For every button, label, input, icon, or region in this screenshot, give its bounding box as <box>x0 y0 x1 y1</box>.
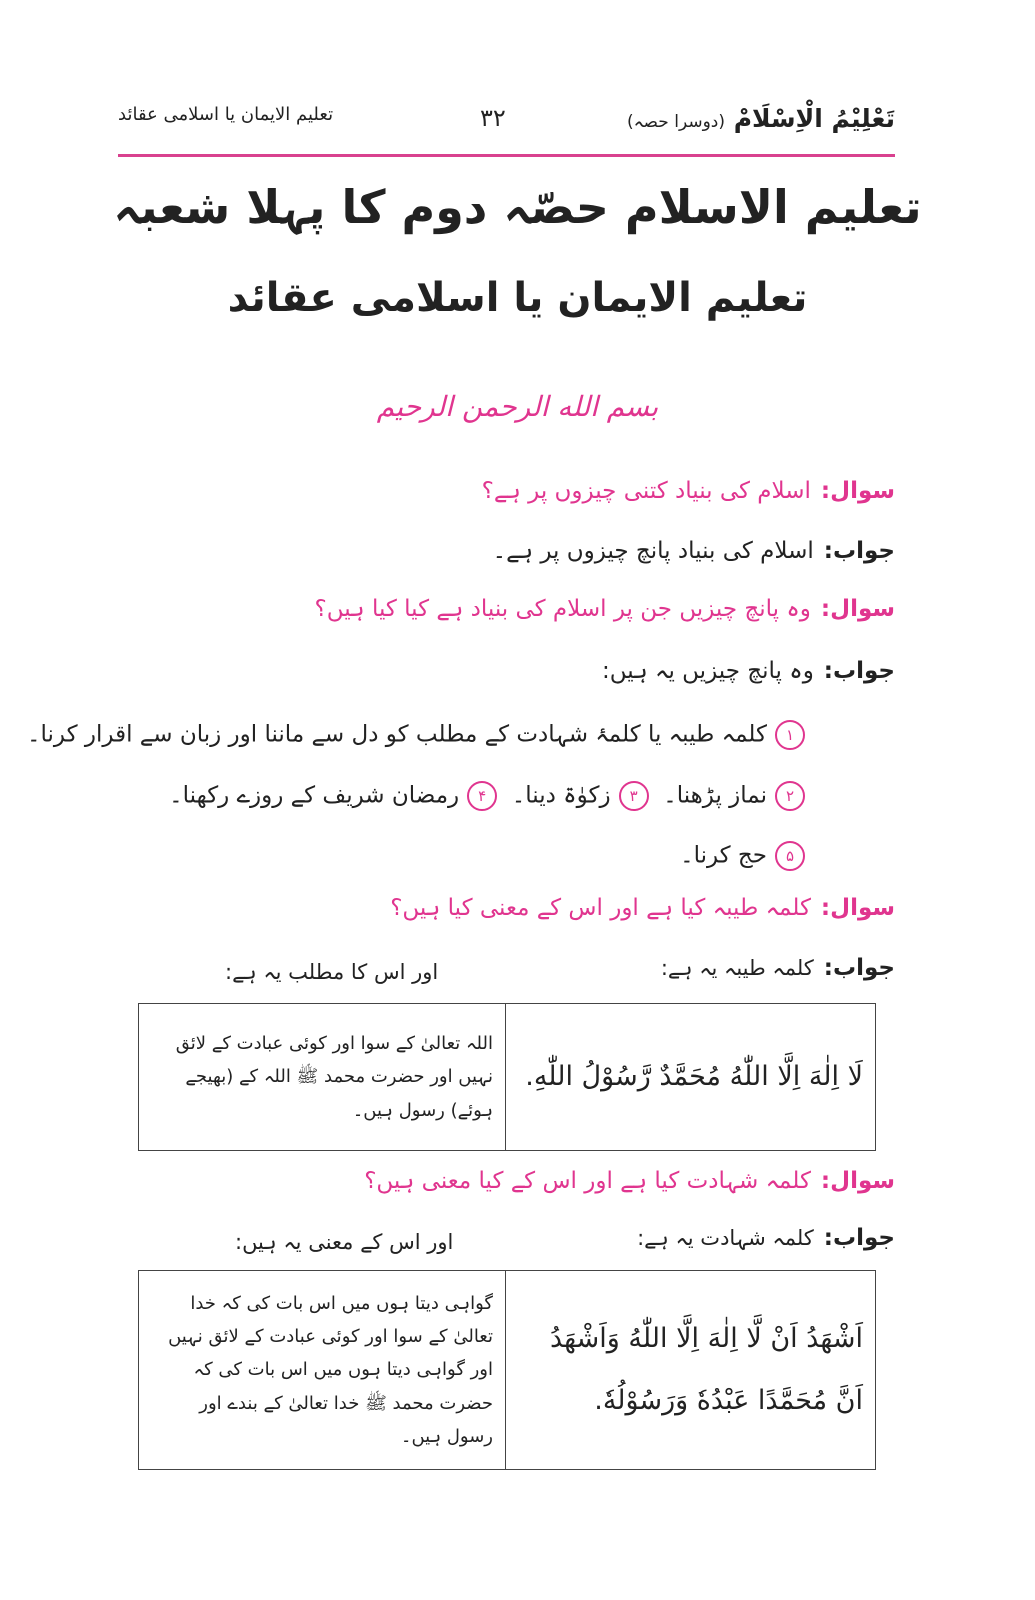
question-1 <box>482 478 895 504</box>
question-3 <box>390 895 895 921</box>
question-label: سوال: <box>820 1168 895 1194</box>
question-text: کلمہ طیبہ کیا ہے اور اس کے معنی کیا ہیں؟ <box>390 895 811 921</box>
pillar-1 <box>27 720 805 750</box>
question-4 <box>364 1168 895 1194</box>
header-rule <box>118 154 895 157</box>
book-title: تَعْلِيْمُ الْاِسْلَامْ <box>733 104 895 133</box>
number-badge: ۱ <box>775 720 805 750</box>
kalima-shahadat-table <box>138 1270 876 1470</box>
arabic-text: لَا اِلٰهَ اِلَّا اللّٰهُ مُحَمَّدٌ رَّسُوْلُ اللّٰهِ. <box>506 1004 876 1151</box>
answer-text: اسلام کی بنیاد پانچ چیزوں پر ہے۔ <box>492 538 814 564</box>
part-label: (دوسرا حصہ) <box>626 112 725 132</box>
answer-label: جواب: <box>823 538 895 564</box>
answer-label: جواب: <box>823 658 895 684</box>
page-subtitle: تعلیم الایمان یا اسلامی عقائد <box>227 275 808 321</box>
answer-text: کلمہ طیبہ یہ ہے: <box>660 956 814 980</box>
number-badge: ۴ <box>467 781 497 811</box>
page-title: تعلیم الاسلام حصّہ دوم کا پہلا شعبہ <box>113 180 922 234</box>
number-badge: ۵ <box>775 841 805 871</box>
meaning-label: اور اس کا مطلب یہ ہے: <box>225 960 439 984</box>
answer-text: وہ پانچ چیزیں یہ ہیں: <box>602 658 814 684</box>
arabic-text: اَشْهَدُ اَنْ لَّا اِلٰهَ اِلَّا اللّٰهُ وَاَشْهَدُ اَنَّ مُحَمَّدًا عَبْدُهٗ وَرَسُوْلُهٗ. <box>506 1271 876 1470</box>
meaning-label: اور اس کے معنی یہ ہیں: <box>235 1230 454 1254</box>
answer-2 <box>602 658 895 684</box>
answer-text: کلمہ شہادت یہ ہے: <box>637 1226 814 1250</box>
answer-3 <box>661 955 895 981</box>
page-number: ۳۲ <box>480 104 506 132</box>
pillar-text: زکوٰۃ دینا۔ <box>511 782 611 809</box>
translation-text: گواہی دیتا ہوں میں اس بات کی کہ خدا تعالیٰ کے سوا اور کوئی عبادت کے لائق نہیں اور گواہی دیتا ہوں میں اس بات کی کہ حضرت محمد ﷺ خدا تعالیٰ کے بندے اور رسول ہیں۔ <box>139 1271 506 1470</box>
pillar-text: نماز پڑھنا۔ <box>663 782 767 809</box>
running-header-book-title <box>627 104 895 133</box>
question-label: سوال: <box>820 895 895 921</box>
question-label: سوال: <box>820 478 895 504</box>
pillars-2-4 <box>169 781 805 811</box>
answer-label: جواب: <box>823 955 895 981</box>
question-label: سوال: <box>820 596 895 622</box>
question-2 <box>315 596 895 622</box>
pillar-text: رمضان شریف کے روزے رکھنا۔ <box>169 782 460 809</box>
pillar-text: کلمہ طیبہ یا کلمۂ شہادت کے مطلب کو دل سے ماننا اور زبان سے اقرار کرنا۔ <box>27 721 767 748</box>
answer-label: جواب: <box>823 1225 895 1251</box>
bismillah-calligraphy: بسم الله الرحمن الرحيم <box>376 390 659 423</box>
pillar-text: حج کرنا۔ <box>680 842 767 869</box>
answer-4 <box>637 1225 895 1251</box>
kalima-tayyiba-table <box>138 1003 876 1151</box>
question-text: وہ پانچ چیزیں جن پر اسلام کی بنیاد ہے کیا کیا ہیں؟ <box>314 596 811 622</box>
answer-1 <box>493 538 895 564</box>
pillar-5 <box>680 841 805 871</box>
number-badge: ۳ <box>619 781 649 811</box>
number-badge: ۲ <box>775 781 805 811</box>
question-text: کلمہ شہادت کیا ہے اور اس کے کیا معنی ہیں؟ <box>364 1168 811 1194</box>
running-header-chapter: تعلیم الایمان یا اسلامی عقائد <box>118 104 334 125</box>
translation-text: اللہ تعالیٰ کے سوا اور کوئی عبادت کے لائق نہیں اور حضرت محمد ﷺ اللہ کے (بھیجے ہوئے) رسول ہیں۔ <box>139 1004 506 1151</box>
question-text: اسلام کی بنیاد کتنی چیزوں پر ہے؟ <box>481 478 811 504</box>
